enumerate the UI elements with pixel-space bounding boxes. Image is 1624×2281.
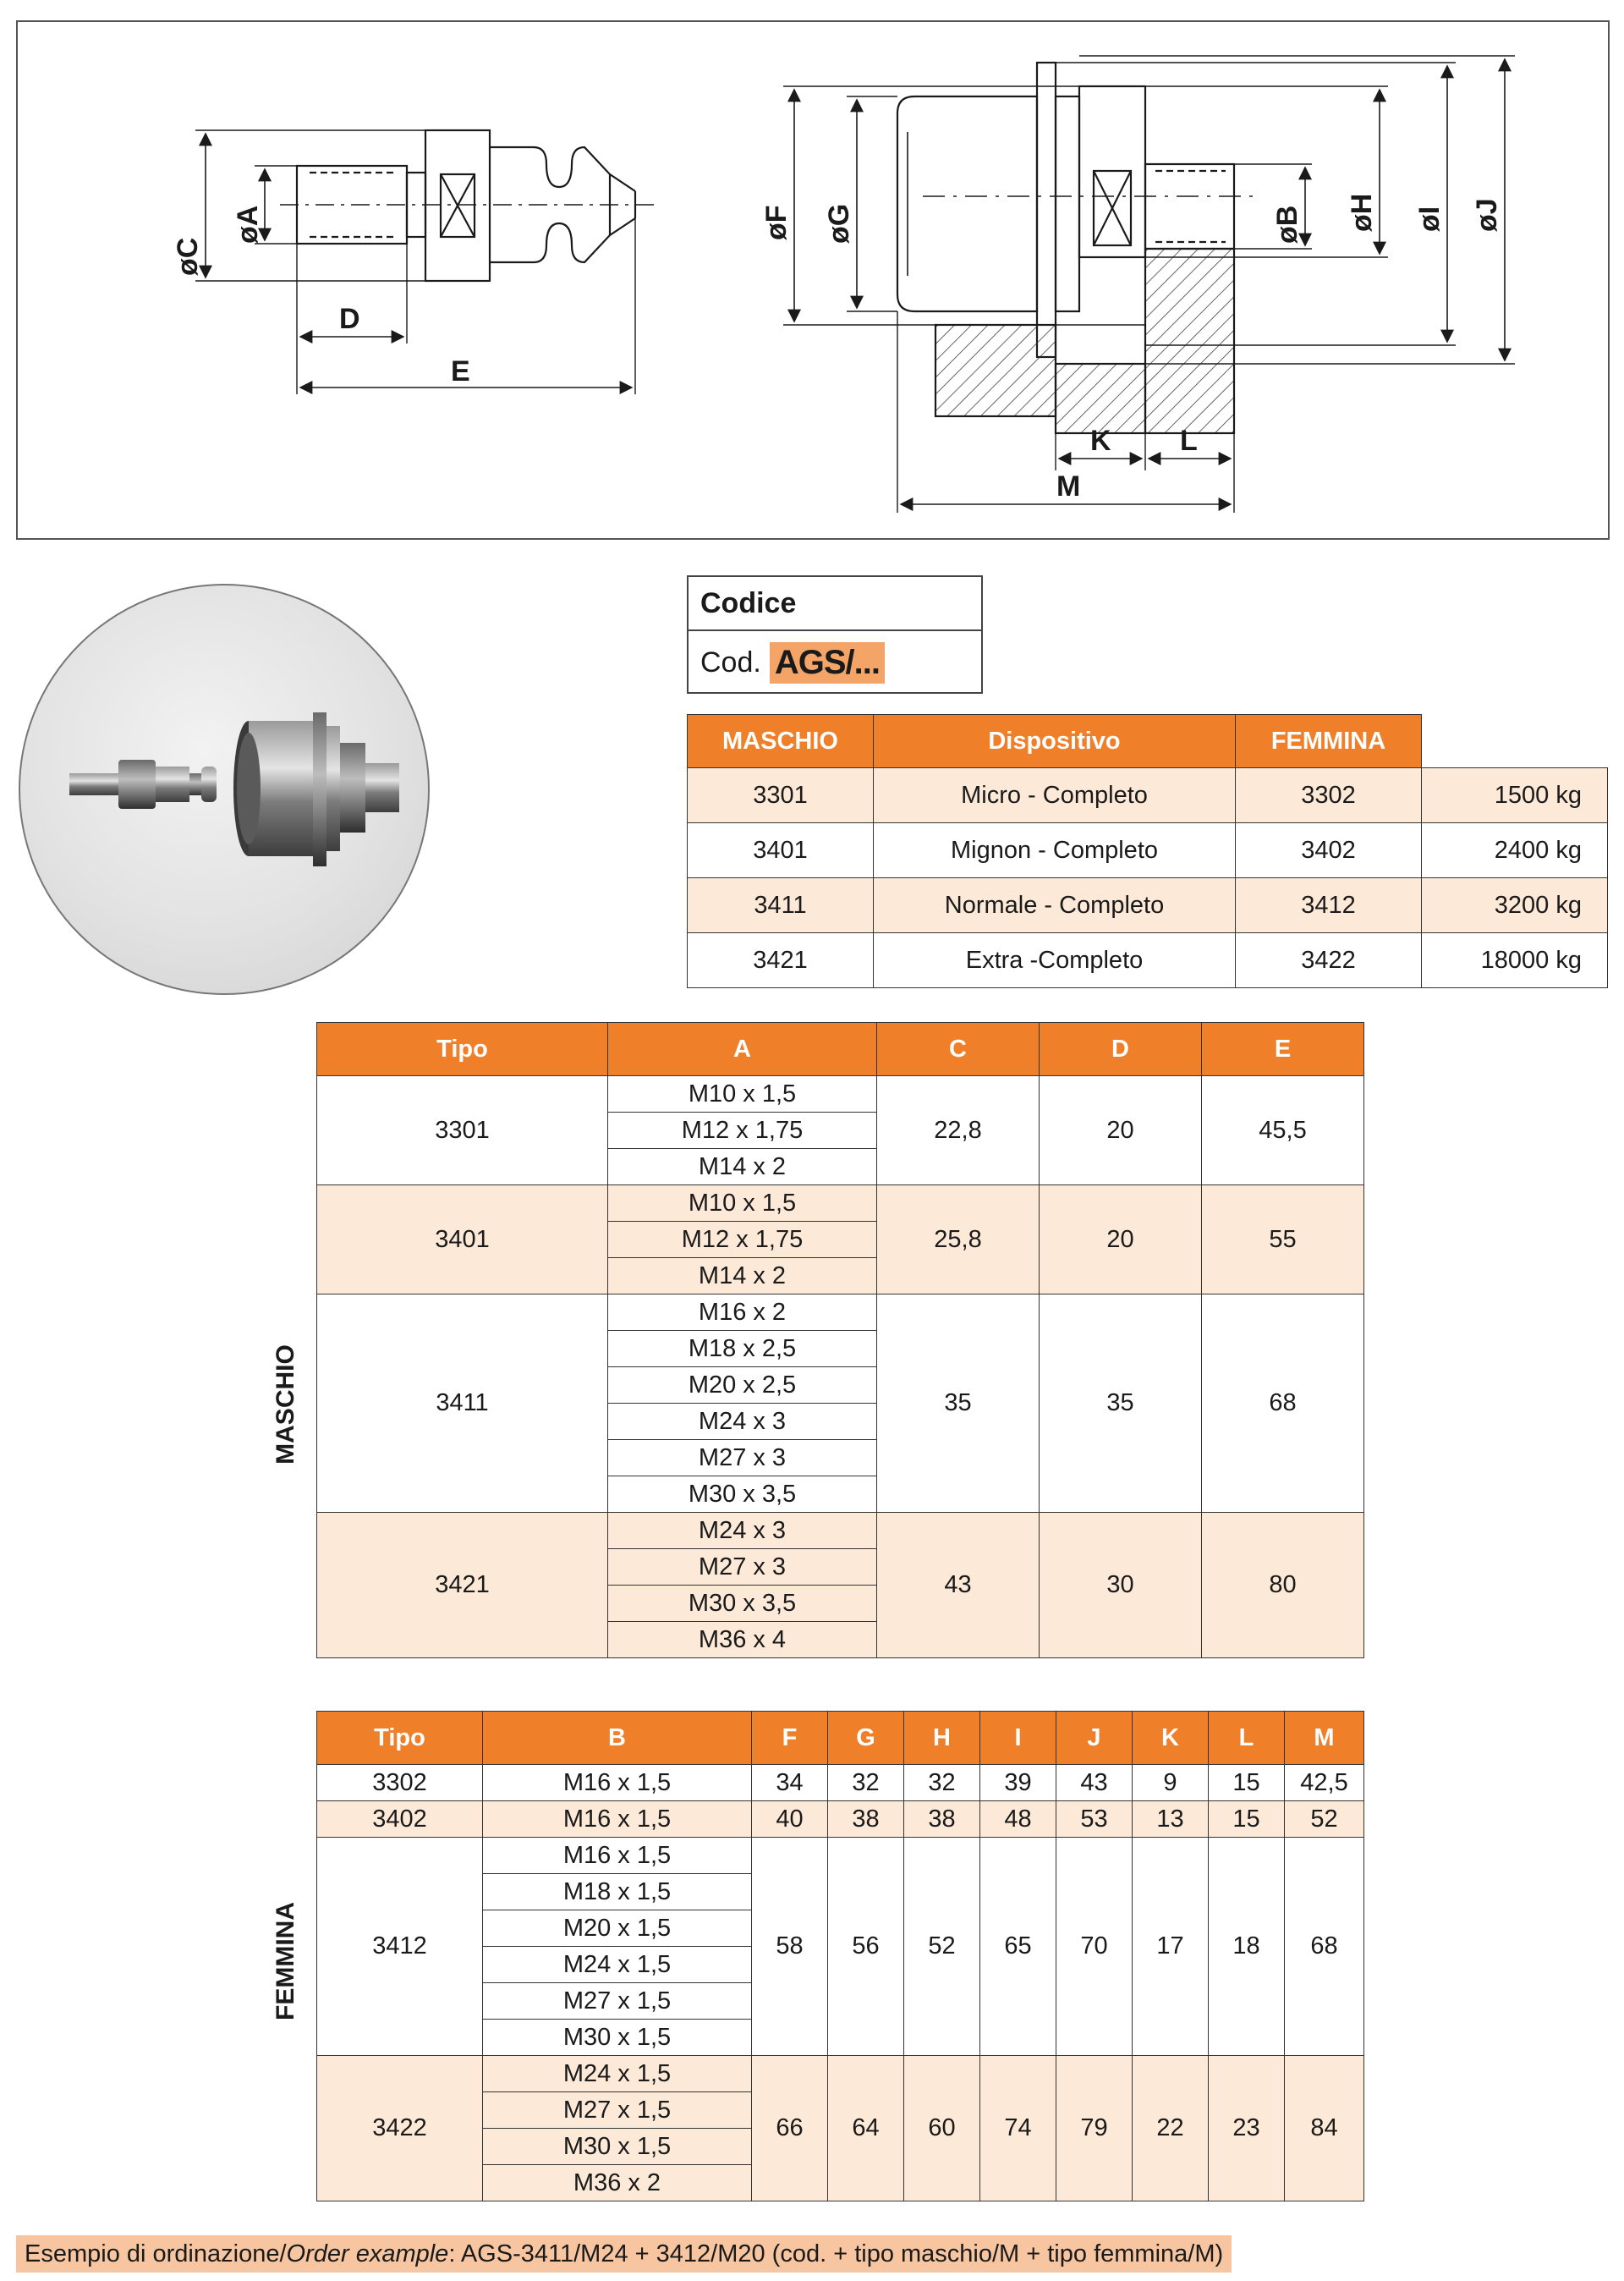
dim-label-j: øJ <box>1471 198 1503 232</box>
cell-femmina: 3412 <box>1236 878 1422 933</box>
cell-g: 32 <box>828 1765 904 1801</box>
order-example-prefix: Esempio di ordinazione/ <box>25 2240 287 2267</box>
cell-i: 48 <box>980 1801 1056 1838</box>
cell-thread: M18 x 1,5 <box>483 1874 752 1910</box>
header-femmina: FEMMINA <box>1236 715 1422 768</box>
cell-g: 64 <box>828 2056 904 2201</box>
table-row <box>317 1513 1364 1549</box>
cod-label: Cod. <box>700 646 761 679</box>
cell-thread: M30 x 3,5 <box>608 1476 877 1513</box>
cell-thread: M14 x 2 <box>608 1149 877 1185</box>
cell-maschio: 3411 <box>688 878 874 933</box>
table-row <box>317 1765 1364 1801</box>
cell-thread: M10 x 1,5 <box>608 1076 877 1113</box>
cell-d: 20 <box>1040 1185 1202 1294</box>
cell-tipo: 3421 <box>317 1513 608 1658</box>
cell-k: 13 <box>1133 1801 1209 1838</box>
cell-e: 45,5 <box>1202 1076 1364 1185</box>
cell-m: 84 <box>1285 2056 1364 2201</box>
cell-tipo: 3411 <box>317 1294 608 1513</box>
cell-thread: M20 x 1,5 <box>483 1910 752 1947</box>
cell-thread: M30 x 1,5 <box>483 2129 752 2165</box>
cell-tipo: 3412 <box>317 1838 483 2056</box>
cell-h: 38 <box>904 1801 980 1838</box>
cell-m: 68 <box>1285 1838 1364 2056</box>
dim-label-f: øF <box>760 205 793 240</box>
header-g: G <box>828 1712 904 1765</box>
dim-label-g: øG <box>823 203 855 244</box>
table-row <box>688 823 1608 878</box>
cell-tipo: 3422 <box>317 2056 483 2201</box>
cell-d: 20 <box>1040 1076 1202 1185</box>
cell-l: 15 <box>1209 1801 1285 1838</box>
header-tipo: Tipo <box>317 1712 483 1765</box>
cell-j: 79 <box>1056 2056 1133 2201</box>
cell-thread: M27 x 3 <box>608 1440 877 1476</box>
cell-thread: M27 x 3 <box>608 1549 877 1586</box>
code-box-title: Codice <box>689 577 981 631</box>
cell-i: 65 <box>980 1838 1056 2056</box>
maschio-table <box>316 1022 1364 1658</box>
cell-maschio: 3301 <box>688 768 874 823</box>
cell-c: 22,8 <box>877 1076 1040 1185</box>
table-row <box>317 1801 1364 1838</box>
order-example-italic: Order example <box>286 2240 449 2267</box>
cell-thread: M24 x 3 <box>608 1404 877 1440</box>
cell-dispositivo: Micro - Completo <box>874 768 1236 823</box>
femmina-side-label: FEMMINA <box>272 1902 299 2020</box>
cell-m: 52 <box>1285 1801 1364 1838</box>
cell-h: 32 <box>904 1765 980 1801</box>
dim-label-l: L <box>1180 425 1198 457</box>
coupling-illustration <box>20 585 430 995</box>
cell-load: 2400 kg <box>1422 823 1608 878</box>
cell-thread: M14 x 2 <box>608 1258 877 1294</box>
cell-k: 17 <box>1133 1838 1209 2056</box>
dim-label-a: øA <box>232 205 264 244</box>
cell-thread: M27 x 1,5 <box>483 2092 752 2129</box>
cell-dispositivo: Extra -Completo <box>874 933 1236 988</box>
cell-thread: M24 x 1,5 <box>483 2056 752 2092</box>
cell-l: 15 <box>1209 1765 1285 1801</box>
cell-load: 1500 kg <box>1422 768 1608 823</box>
dim-label-h: øH <box>1346 193 1378 232</box>
drawing-svg <box>18 22 1611 541</box>
table-row <box>688 878 1608 933</box>
cell-thread: M24 x 1,5 <box>483 1947 752 1983</box>
femmina-table <box>316 1711 1364 2201</box>
header-d: D <box>1040 1023 1202 1076</box>
cell-c: 43 <box>877 1513 1040 1658</box>
cell-thread: M27 x 1,5 <box>483 1983 752 2020</box>
female-part-drawing <box>783 56 1515 513</box>
code-box <box>687 575 983 694</box>
dim-label-c: øC <box>172 237 204 276</box>
cell-thread: M30 x 1,5 <box>483 2020 752 2056</box>
cell-d: 35 <box>1040 1294 1202 1513</box>
cell-thread: M10 x 1,5 <box>608 1185 877 1222</box>
cell-j: 53 <box>1056 1801 1133 1838</box>
code-box-row <box>689 631 981 694</box>
cell-thread: M24 x 3 <box>608 1513 877 1549</box>
table-row <box>317 1294 1364 1331</box>
cell-l: 23 <box>1209 2056 1285 2201</box>
cell-e: 80 <box>1202 1513 1364 1658</box>
header-h: H <box>904 1712 980 1765</box>
cell-thread: M20 x 2,5 <box>608 1367 877 1404</box>
dim-label-b: øB <box>1271 205 1303 244</box>
cell-i: 74 <box>980 2056 1056 2201</box>
header-j: J <box>1056 1712 1133 1765</box>
cell-thread: M16 x 2 <box>608 1294 877 1331</box>
table-row <box>317 1076 1364 1113</box>
header-m: M <box>1285 1712 1364 1765</box>
cell-femmina: 3402 <box>1236 823 1422 878</box>
header-tipo: Tipo <box>317 1023 608 1076</box>
header-blank <box>1422 715 1608 768</box>
cell-tipo: 3402 <box>317 1801 483 1838</box>
cell-c: 35 <box>877 1294 1040 1513</box>
table-row <box>688 933 1608 988</box>
dim-label-e: E <box>451 355 470 387</box>
header-maschio: MASCHIO <box>688 715 874 768</box>
cell-f: 40 <box>752 1801 828 1838</box>
header-b: B <box>483 1712 752 1765</box>
table-row <box>688 768 1608 823</box>
cell-f: 66 <box>752 2056 828 2201</box>
cell-load: 3200 kg <box>1422 878 1608 933</box>
cell-d: 30 <box>1040 1513 1202 1658</box>
table-row <box>317 1185 1364 1222</box>
maschio-side-label: MASCHIO <box>272 1344 299 1465</box>
product-photo <box>19 584 430 995</box>
cell-thread: M16 x 1,5 <box>483 1838 752 1874</box>
header-i: I <box>980 1712 1056 1765</box>
dim-label-k: K <box>1090 425 1111 457</box>
cell-load: 18000 kg <box>1422 933 1608 988</box>
cell-dispositivo: Mignon - Completo <box>874 823 1236 878</box>
cell-k: 9 <box>1133 1765 1209 1801</box>
cell-f: 58 <box>752 1838 828 2056</box>
cell-m: 42,5 <box>1285 1765 1364 1801</box>
cell-tipo: 3301 <box>317 1076 608 1185</box>
table-row <box>317 2056 1364 2092</box>
dim-label-i: øI <box>1413 206 1446 232</box>
header-k: K <box>1133 1712 1209 1765</box>
cell-h: 52 <box>904 1838 980 2056</box>
maschio-table-header <box>317 1023 1364 1076</box>
cell-j: 70 <box>1056 1838 1133 2056</box>
cell-thread: M12 x 1,75 <box>608 1113 877 1149</box>
cell-thread: M16 x 1,5 <box>483 1765 752 1801</box>
cell-thread: M36 x 4 <box>608 1622 877 1658</box>
cell-maschio: 3421 <box>688 933 874 988</box>
header-dispositivo: Dispositivo <box>874 715 1236 768</box>
device-table-header <box>688 715 1608 768</box>
cell-e: 55 <box>1202 1185 1364 1294</box>
cell-femmina: 3302 <box>1236 768 1422 823</box>
cell-thread: M12 x 1,75 <box>608 1222 877 1258</box>
cell-j: 43 <box>1056 1765 1133 1801</box>
cell-c: 25,8 <box>877 1185 1040 1294</box>
cell-f: 34 <box>752 1765 828 1801</box>
cell-thread: M16 x 1,5 <box>483 1801 752 1838</box>
order-example-suffix: : AGS-3411/M24 + 3412/M20 (cod. + tipo maschio/M + tipo femmina/M) <box>448 2240 1224 2267</box>
header-c: C <box>877 1023 1040 1076</box>
cell-g: 38 <box>828 1801 904 1838</box>
cell-tipo: 3401 <box>317 1185 608 1294</box>
cell-l: 18 <box>1209 1838 1285 2056</box>
header-f: F <box>752 1712 828 1765</box>
code-value: AGS/... <box>770 642 885 684</box>
male-part-drawing <box>195 130 661 394</box>
cell-e: 68 <box>1202 1294 1364 1513</box>
femmina-table-header <box>317 1712 1364 1765</box>
cell-maschio: 3401 <box>688 823 874 878</box>
technical-drawing <box>16 20 1610 540</box>
cell-thread: M36 x 2 <box>483 2165 752 2201</box>
header-e: E <box>1202 1023 1364 1076</box>
header-a: A <box>608 1023 877 1076</box>
cell-dispositivo: Normale - Completo <box>874 878 1236 933</box>
cell-femmina: 3422 <box>1236 933 1422 988</box>
table-row <box>317 1838 1364 1874</box>
device-table <box>687 714 1608 988</box>
cell-k: 22 <box>1133 2056 1209 2201</box>
cell-tipo: 3302 <box>317 1765 483 1801</box>
cell-thread: M30 x 3,5 <box>608 1586 877 1622</box>
order-example <box>16 2235 1232 2273</box>
cell-i: 39 <box>980 1765 1056 1801</box>
header-l: L <box>1209 1712 1285 1765</box>
cell-h: 60 <box>904 2056 980 2201</box>
dim-label-d: D <box>339 303 360 335</box>
cell-g: 56 <box>828 1838 904 2056</box>
cell-thread: M18 x 2,5 <box>608 1331 877 1367</box>
dim-label-m: M <box>1056 470 1081 503</box>
